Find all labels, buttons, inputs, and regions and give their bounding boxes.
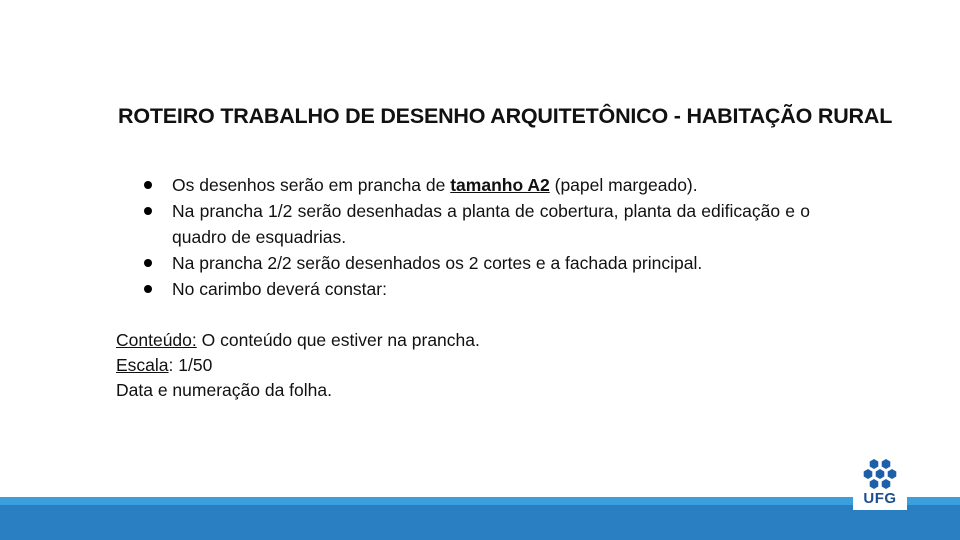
bullet-text: Na prancha 2/2 serão desenhados os 2 cortes e a fachada principal.: [172, 253, 703, 273]
stamp-info: [116, 328, 480, 403]
date-line: Data e numeração da folha.: [116, 380, 332, 400]
bullet-item: [140, 172, 810, 198]
scale-line: [116, 353, 480, 378]
footer-accent-bar: [0, 497, 960, 505]
bullet-item: [140, 198, 810, 250]
content-line: [116, 328, 480, 353]
bullet-item: [140, 276, 810, 302]
content-value: O conteúdo que estiver na prancha.: [196, 330, 480, 350]
logo-text: UFG: [863, 490, 897, 507]
bullet-text: (papel margeado).: [549, 175, 698, 195]
ufg-logo: [853, 455, 907, 510]
bullet-text: Na prancha 1/2 serão desenhadas a planta de cobertura, planta da edificação e o quadro de esquadrias.: [172, 201, 810, 247]
slide-title: ROTEIRO TRABALHO DE DESENHO ARQUITETÔNICO - HABITAÇÃO RURAL: [118, 104, 893, 128]
scale-value: : 1/50: [168, 355, 213, 375]
scale-label: Escala: [116, 355, 169, 375]
bullet-emphasis: tamanho A2: [450, 175, 550, 195]
bullet-text: No carimbo deverá constar:: [172, 279, 387, 299]
bullet-list: [140, 172, 810, 302]
hexagon-cluster-icon: [860, 457, 900, 491]
bullet-item: [140, 250, 810, 276]
footer-bar: [0, 505, 960, 540]
bullet-text: Os desenhos serão em prancha de: [172, 175, 451, 195]
content-label: Conteúdo:: [116, 330, 197, 350]
